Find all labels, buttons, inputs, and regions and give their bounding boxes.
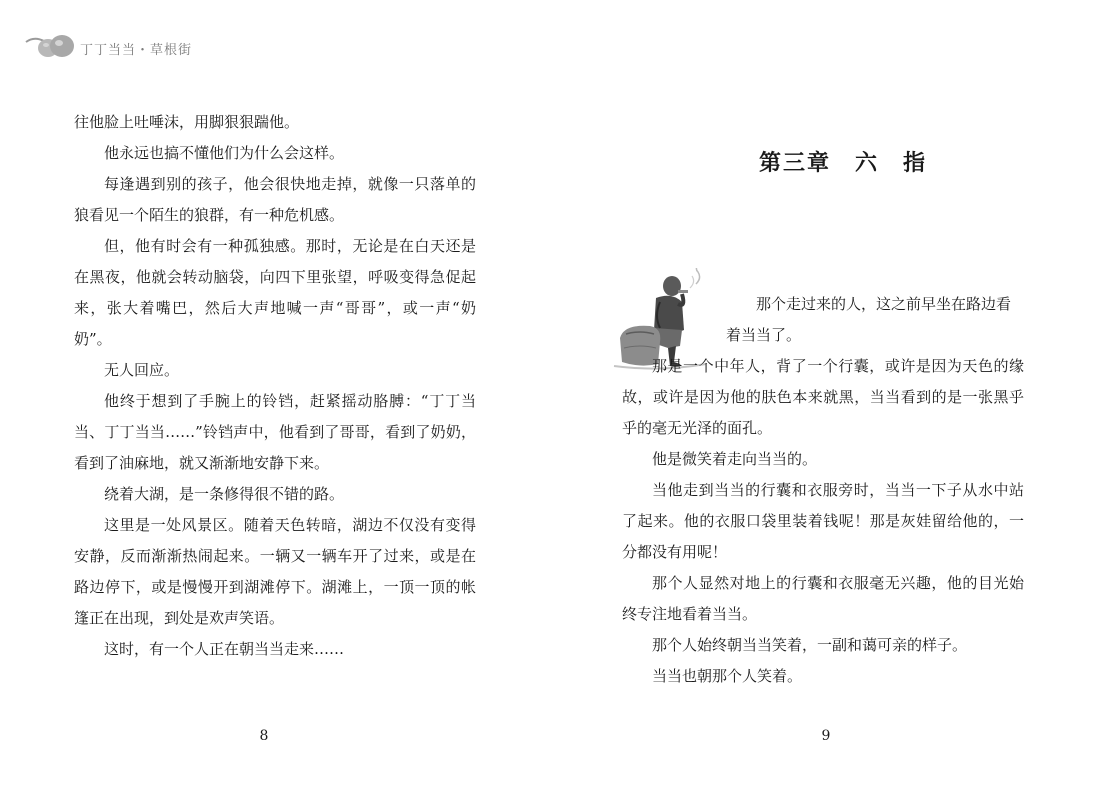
page-number-right: 9: [821, 728, 831, 744]
wrapped-paragraph-line-2: 着当当了。: [726, 326, 802, 344]
paragraph: 每逢遇到别的孩子，他会很快地走掉，就像一只落单的狼看见一个陌生的狼群，有一种危机感。: [74, 175, 476, 224]
paragraph: 无人回应。: [104, 361, 180, 379]
left-page-body: [74, 107, 476, 665]
paragraph: 这时，有一个人正在朝当当走来……: [104, 640, 345, 658]
paragraph: 往他脸上吐唾沫，用脚狠狠踹他。: [74, 113, 300, 131]
right-page-body: [622, 289, 1024, 692]
paragraph: 他终于想到了手腕上的铃铛，赶紧摇动胳膊：“丁丁当当、丁丁当当……”铃铛声中，他看到了哥哥，看到了奶奶，看到了油麻地，就又渐渐地安静下来。: [74, 392, 476, 472]
paragraph: 那个人始终朝当当笑着，一副和蔼可亲的样子。: [652, 636, 968, 654]
paragraph: 那个人显然对地上的行囊和衣服毫无兴趣，他的目光始终专注地看着当当。: [622, 574, 1024, 623]
paragraph: 当当也朝那个人笑着。: [652, 667, 803, 685]
paragraph: 但，他有时会有一种孤独感。那时，无论是在白天还是在黑夜，他就会转动脑袋，向四下里张望，呼吸变得急促起来，张大着嘴巴，然后大声地喊一声“哥哥”，或一声“奶奶”。: [74, 237, 476, 348]
paragraph: 这里是一处风景区。随着天色转暗，湖边不仅没有变得安静，反而渐渐热闹起来。一辆又一辆车开了过来，或是在路边停下，或是慢慢开到湖滩停下。湖滩上，一顶一顶的帐篷正在出现，到处是欢声笑语。: [74, 516, 476, 627]
chapter-title: 第三章 六 指: [758, 150, 927, 176]
paragraph: 他是微笑着走向当当的。: [652, 450, 818, 468]
page-number-left: 8: [259, 728, 269, 744]
right-paragraphs: [622, 351, 1024, 692]
right-page: [622, 0, 1024, 786]
paragraph: 他永远也搞不懂他们为什么会这样。: [104, 144, 345, 162]
wrapped-paragraph-line-1: 那个走过来的人，这之前早坐在路边看: [756, 295, 1012, 313]
series-title: 丁丁当当・草根街: [80, 42, 193, 58]
paragraph: 绕着大湖，是一条修得很不错的路。: [104, 485, 345, 503]
gourd-logo-icon: [24, 30, 76, 64]
left-page: [74, 0, 476, 786]
paragraph: 那是一个中年人，背了一个行囊，或许是因为天色的缘故，或许是因为他的肤色本来就黑，当当看到的是一张黑乎乎的毫无光泽的面孔。: [622, 357, 1024, 437]
paragraph: 当他走到当当的行囊和衣服旁时，当当一下子从水中站了起来。他的衣服口袋里装着钱呢！那是灰娃留给他的，一分都没有用呢！: [622, 481, 1024, 561]
